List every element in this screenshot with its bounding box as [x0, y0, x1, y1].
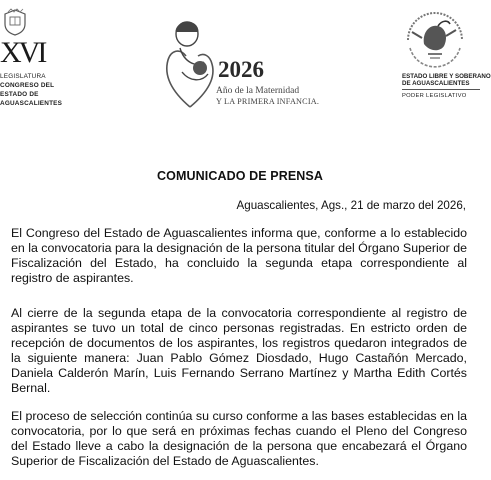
legislative-power-label: PODER LEGISLATIVO: [402, 93, 467, 99]
legislature-label: LEGISLATURA: [0, 73, 46, 80]
free-state-label: ESTADO LIBRE Y SOBERANO: [402, 73, 491, 80]
state-coat-of-arms: [400, 10, 491, 110]
legislature-roman-numeral: XVI: [0, 36, 45, 69]
header-divider: [402, 89, 480, 90]
congress-label: CONGRESO DEL: [0, 82, 55, 89]
paragraph-1: El Congreso del Estado de Aguascalientes informa que, conforme a lo establecido en la convocatoria para la designación de la persona titular del Órgano Superior de Fiscalización del Estado, ha concluido la segunda etapa correspondiente al registro de aspirantes.: [11, 226, 467, 285]
year-subtitle: Año de la Maternidad: [216, 86, 300, 96]
mother-child-logo-icon: [160, 12, 220, 112]
legislature-logo: [0, 4, 63, 107]
aguascalientes-label: AGUASCALIENTES: [0, 100, 63, 107]
document-date: Aguascalientes, Ags., 21 de marzo del 2026,: [236, 199, 466, 212]
year-logo: [160, 12, 330, 112]
state-seal-icon: [2, 8, 28, 36]
aguascalientes-state-label: DE AGUASCALIENTES: [402, 80, 470, 87]
year-subtitle-secondary: Y LA PRIMERA INFANCIA.: [216, 97, 320, 106]
paragraph-3: El proceso de selección continúa su curso conforme a las bases establecidas en la convocatoria, por lo que será en próximas fechas cuando el Pleno del Congreso del Estado lleve a cabo la designación de la persona que encabezará el Órgano Superior de Fiscalización del Estado de Aguascalientes.: [11, 409, 467, 468]
document-title: COMUNICADO DE PRENSA: [157, 169, 323, 183]
year-text: 2026: [218, 57, 264, 82]
state-label: ESTADO DE: [0, 91, 39, 98]
mexican-coat-of-arms-icon: [400, 10, 470, 72]
paragraph-2: Al cierre de la segunda etapa de la convocatoria correspondiente al registro de aspirantes se tuvo un total de cinco personas registradas. En estricto orden de recepción de documentos de los aspirantes, los registros quedaron integrados de la siguiente manera: Juan Pablo Gómez Diosdado, Hugo Castañón Mercado, Daniela Calderón Marín, Luis Fernando Serrano Martínez y Martha Edith Cortés Bernal.: [11, 306, 467, 395]
